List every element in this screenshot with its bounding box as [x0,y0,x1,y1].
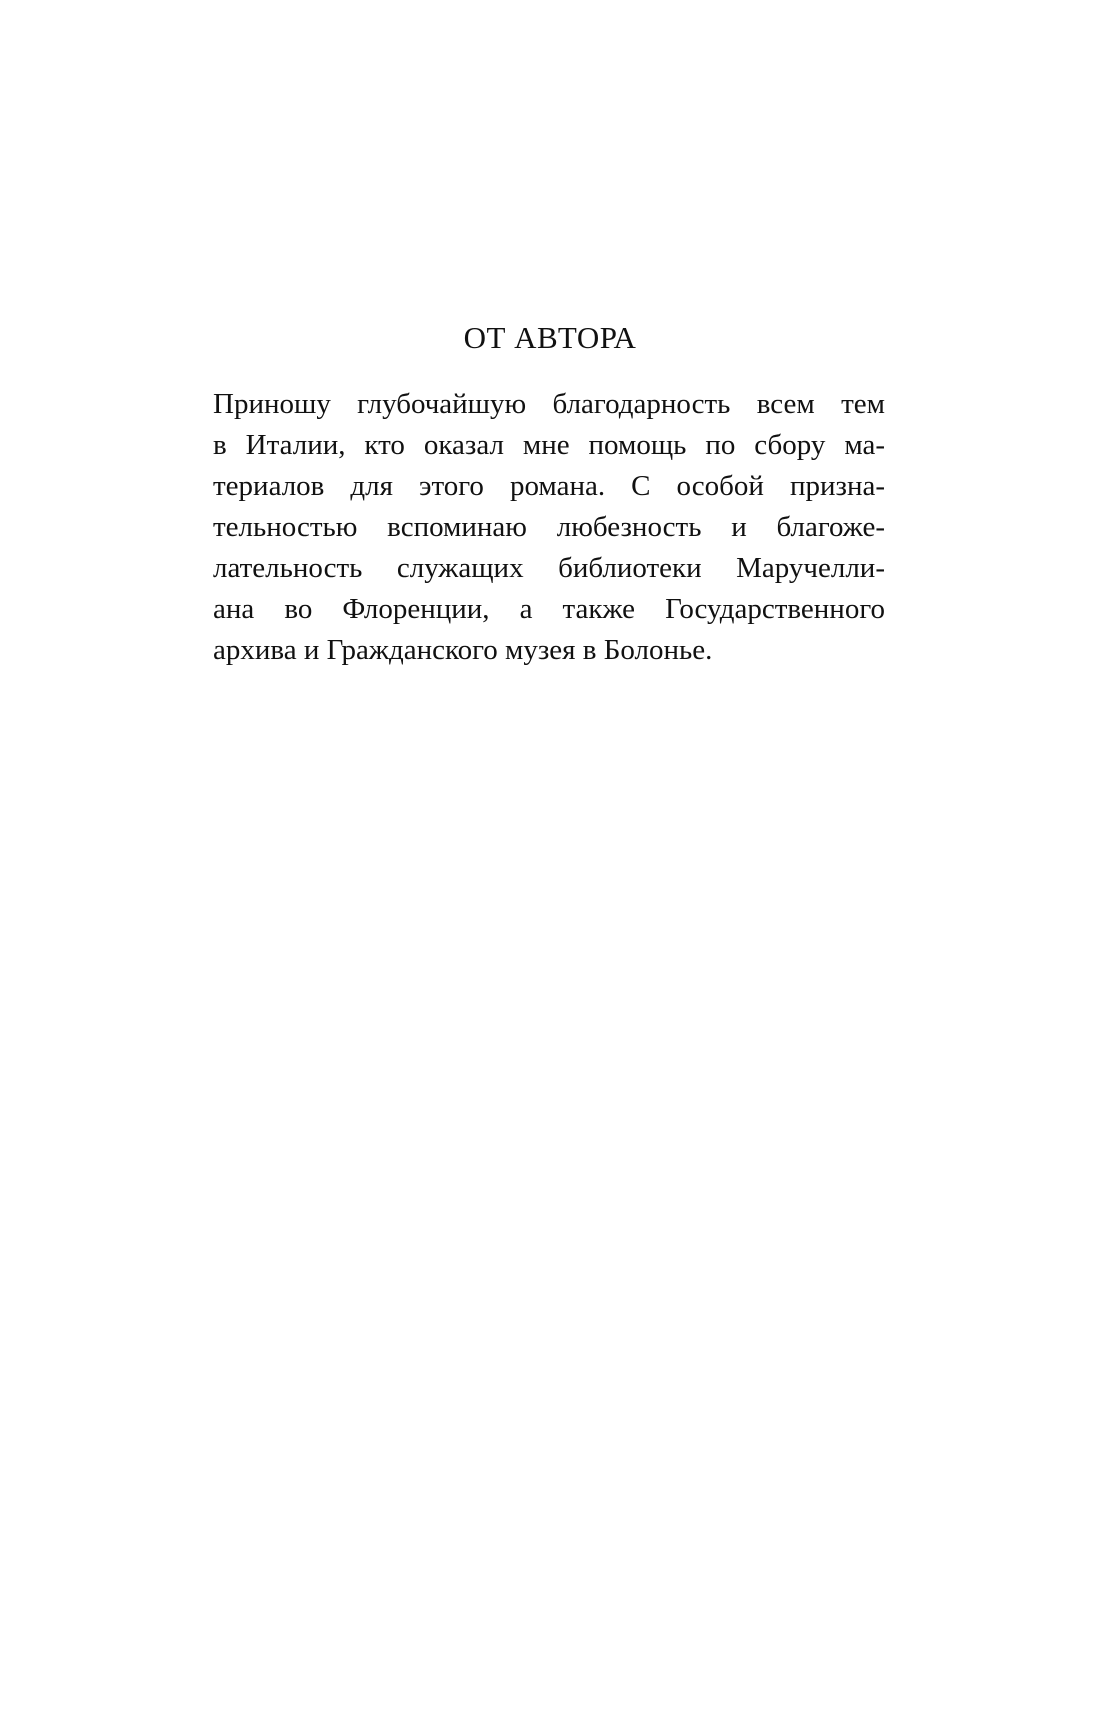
paragraph-line: териалов для этого романа. С особой призна- [213,470,885,502]
paragraph-line: лательность служащих библиотеки Маручелли- [213,552,885,584]
paragraph-line: в Италии, кто оказал мне помощь по сбору ма- [213,429,885,461]
section-heading: ОТ АВТОРА [463,320,637,355]
paragraph-line: архива и Гражданского музея в Болонье. [213,634,713,666]
paragraph-line: Приношу глубочайшую благодарность всем тем [213,388,885,420]
paragraph-line: тельностью вспоминаю любезность и благоже- [213,511,885,543]
paragraph-line: ана во Флоренции, а также Государственного [213,593,885,625]
acknowledgement-paragraph [213,384,885,671]
